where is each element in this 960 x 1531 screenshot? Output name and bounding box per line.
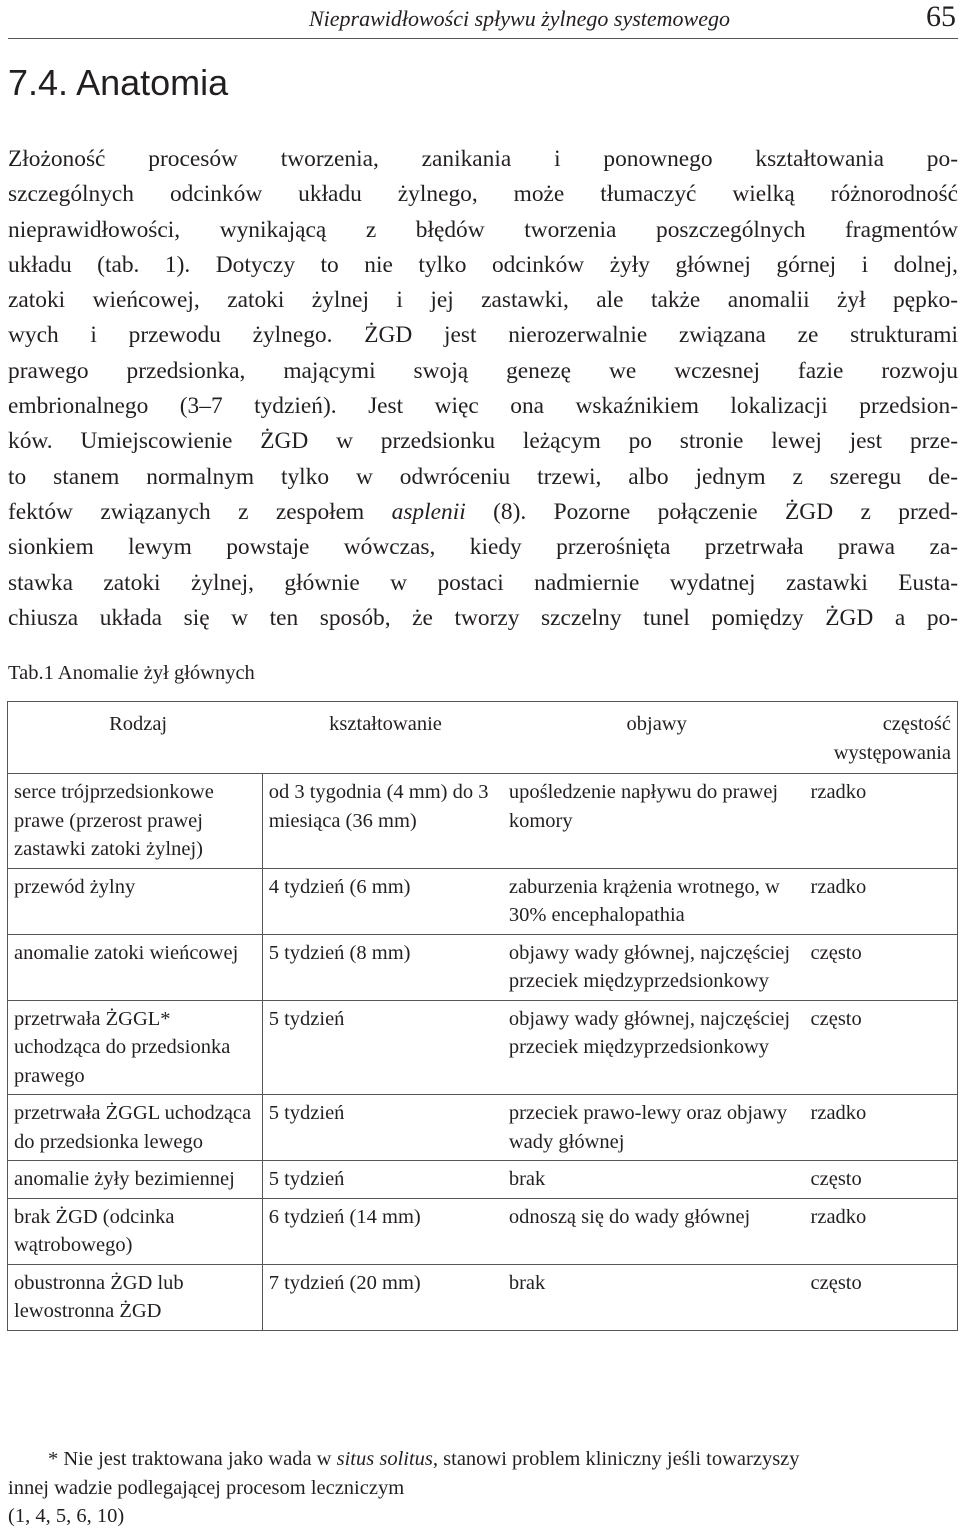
body-line <box>8 495 958 530</box>
cell-czestosc: rzadko <box>805 868 958 934</box>
cell-ksztaltowanie: 6 tydzień (14 mm) <box>262 1198 503 1264</box>
cell-czestosc: często <box>805 1000 958 1095</box>
cell-czestosc: rzadko <box>805 1198 958 1264</box>
table-row <box>8 774 958 869</box>
cell-czestosc: często <box>805 1264 958 1330</box>
table-header-row <box>8 702 958 774</box>
cell-rodzaj: anomalie żyły bezimiennej <box>8 1161 263 1199</box>
body-line: prawego przedsionka, mającymi swoją genezę we wczesnej fazie rozwoju <box>8 357 958 384</box>
body-line: nieprawidłowości, wynikającą z błędów tworzenia poszczególnych fragmentów <box>8 216 958 243</box>
running-head: Nieprawidłowości spływu żylnego systemowego <box>308 6 730 31</box>
cell-ksztaltowanie: 5 tydzień <box>262 1095 503 1161</box>
cell-objawy: przeciek prawo-lewy oraz objawy wady głównej <box>503 1095 805 1161</box>
table-caption: Tab.1 Anomalie żył głównych <box>8 662 255 684</box>
body-text-run: fektów związanych z zespołem <box>8 498 392 525</box>
cell-rodzaj: przetrwała ŻGGL uchodząca do przedsionka lewego <box>8 1095 263 1161</box>
cell-czestosc: rzadko <box>805 1095 958 1161</box>
cell-rodzaj: anomalie zatoki wieńcowej <box>8 934 263 1000</box>
table-row <box>8 1198 958 1264</box>
body-line: stawka zatoki żylnej, głównie w postaci nadmiernie wydatnej zastawki Eusta- <box>8 569 958 596</box>
cell-ksztaltowanie: od 3 tygodnia (4 mm) do 3 miesiąca (36 mm) <box>262 774 503 869</box>
page-header <box>8 0 958 39</box>
cell-objawy: brak <box>503 1161 805 1199</box>
table-row <box>8 1264 958 1330</box>
cell-ksztaltowanie: 5 tydzień <box>262 1161 503 1199</box>
cell-rodzaj: serce trójprzedsionkowe prawe (przerost prawej zastawki zatoki żylnej) <box>8 774 263 869</box>
cell-ksztaltowanie: 5 tydzień (8 mm) <box>262 934 503 1000</box>
cell-rodzaj: obustronna ŻGD lub lewostronna ŻGD <box>8 1264 263 1330</box>
column-header-czestosc: częstość występowania <box>805 702 958 774</box>
footnote-line: innej wadzie podlegającej procesom leczniczym <box>8 1476 405 1499</box>
cell-czestosc: często <box>805 1161 958 1199</box>
footnote-line <box>8 1445 958 1474</box>
footnote-text: , stanowi problem kliniczny jeśli towarzyszy <box>432 1448 800 1470</box>
body-line: Złożoność procesów tworzenia, zanikania i ponownego kształtowania po- <box>8 146 958 172</box>
body-line: to stanem normalnym tylko w odwróceniu trzewi, albo jednym z szeregu de- <box>8 463 958 490</box>
body-line: embrionalnego (3–7 tydzień). Jest więc ona wskaźnikiem lokalizacji przedsion- <box>8 393 958 420</box>
body-line: chiusza układa się w ten sposób, że tworzy szczelny tunel pomiędzy ŻGD a po- <box>8 604 958 631</box>
column-header-ksztaltowanie: kształtowanie <box>262 702 503 774</box>
cell-rodzaj: przewód żylny <box>8 868 263 934</box>
cell-objawy: zaburzenia krążenia wrotnego, w 30% encephalopathia <box>503 868 805 934</box>
cell-objawy: objawy wady głównej, najczęściej przeciek międzyprzedsionkowy <box>503 934 805 1000</box>
body-line: zatoki wieńcowej, zatoki żylnej i jej zastawki, ale także anomalii żył pępko- <box>8 287 958 314</box>
body-text-run: (8). Pozorne połączenie ŻGD z przed- <box>465 498 958 525</box>
body-line: wych i przewodu żylnego. ŻGD jest nierozerwalnie związana ze strukturami <box>8 322 958 349</box>
body-line: układu (tab. 1). Dotyczy to nie tylko odcinków żyły głównej górnej i dolnej, <box>8 251 958 278</box>
body-line: ków. Umiejscowienie ŻGD w przedsionku leżącym po stronie lewej jest prze- <box>8 428 958 455</box>
table-row <box>8 1161 958 1199</box>
anomaly-table <box>7 701 958 1331</box>
table-footnote <box>8 1445 958 1531</box>
table-row <box>8 1000 958 1095</box>
table-row <box>8 868 958 934</box>
footnote-text: * Nie jest traktowana jako wada w <box>48 1448 337 1470</box>
cell-czestosc: rzadko <box>805 774 958 869</box>
page-number: 65 <box>926 0 956 33</box>
cell-objawy: odnoszą się do wady głównej <box>503 1198 805 1264</box>
footnote-references: (1, 4, 5, 6, 10) <box>8 1505 125 1527</box>
cell-objawy: brak <box>503 1264 805 1330</box>
footnote-italic-term: situs solitus <box>336 1448 433 1470</box>
cell-ksztaltowanie: 5 tydzień <box>262 1000 503 1095</box>
cell-ksztaltowanie: 4 tydzień (6 mm) <box>262 868 503 934</box>
cell-rodzaj: brak ŻGD (odcinka wątrobowego) <box>8 1198 263 1264</box>
section-title: 7.4. Anatomia <box>8 62 229 103</box>
cell-ksztaltowanie: 7 tydzień (20 mm) <box>262 1264 503 1330</box>
cell-rodzaj: przetrwała ŻGGL* uchodząca do przedsionka prawego <box>8 1000 263 1095</box>
column-header-rodzaj: Rodzaj <box>8 702 263 774</box>
body-line: sionkiem lewym powstaje wówczas, kiedy przerośnięta przetrwała prawa za- <box>8 534 958 561</box>
italic-term: asplenii <box>391 498 466 525</box>
table-row <box>8 1095 958 1161</box>
table-row <box>8 934 958 1000</box>
cell-objawy: objawy wady głównej, najczęściej przeciek międzyprzedsionkowy <box>503 1000 805 1095</box>
body-line: szczególnych odcinków układu żylnego, może tłumaczyć wielką różnorodność <box>8 181 958 208</box>
cell-czestosc: często <box>805 934 958 1000</box>
column-header-objawy: objawy <box>503 702 805 774</box>
body-paragraph <box>8 142 958 636</box>
cell-objawy: upośledzenie napływu do prawej komory <box>503 774 805 869</box>
